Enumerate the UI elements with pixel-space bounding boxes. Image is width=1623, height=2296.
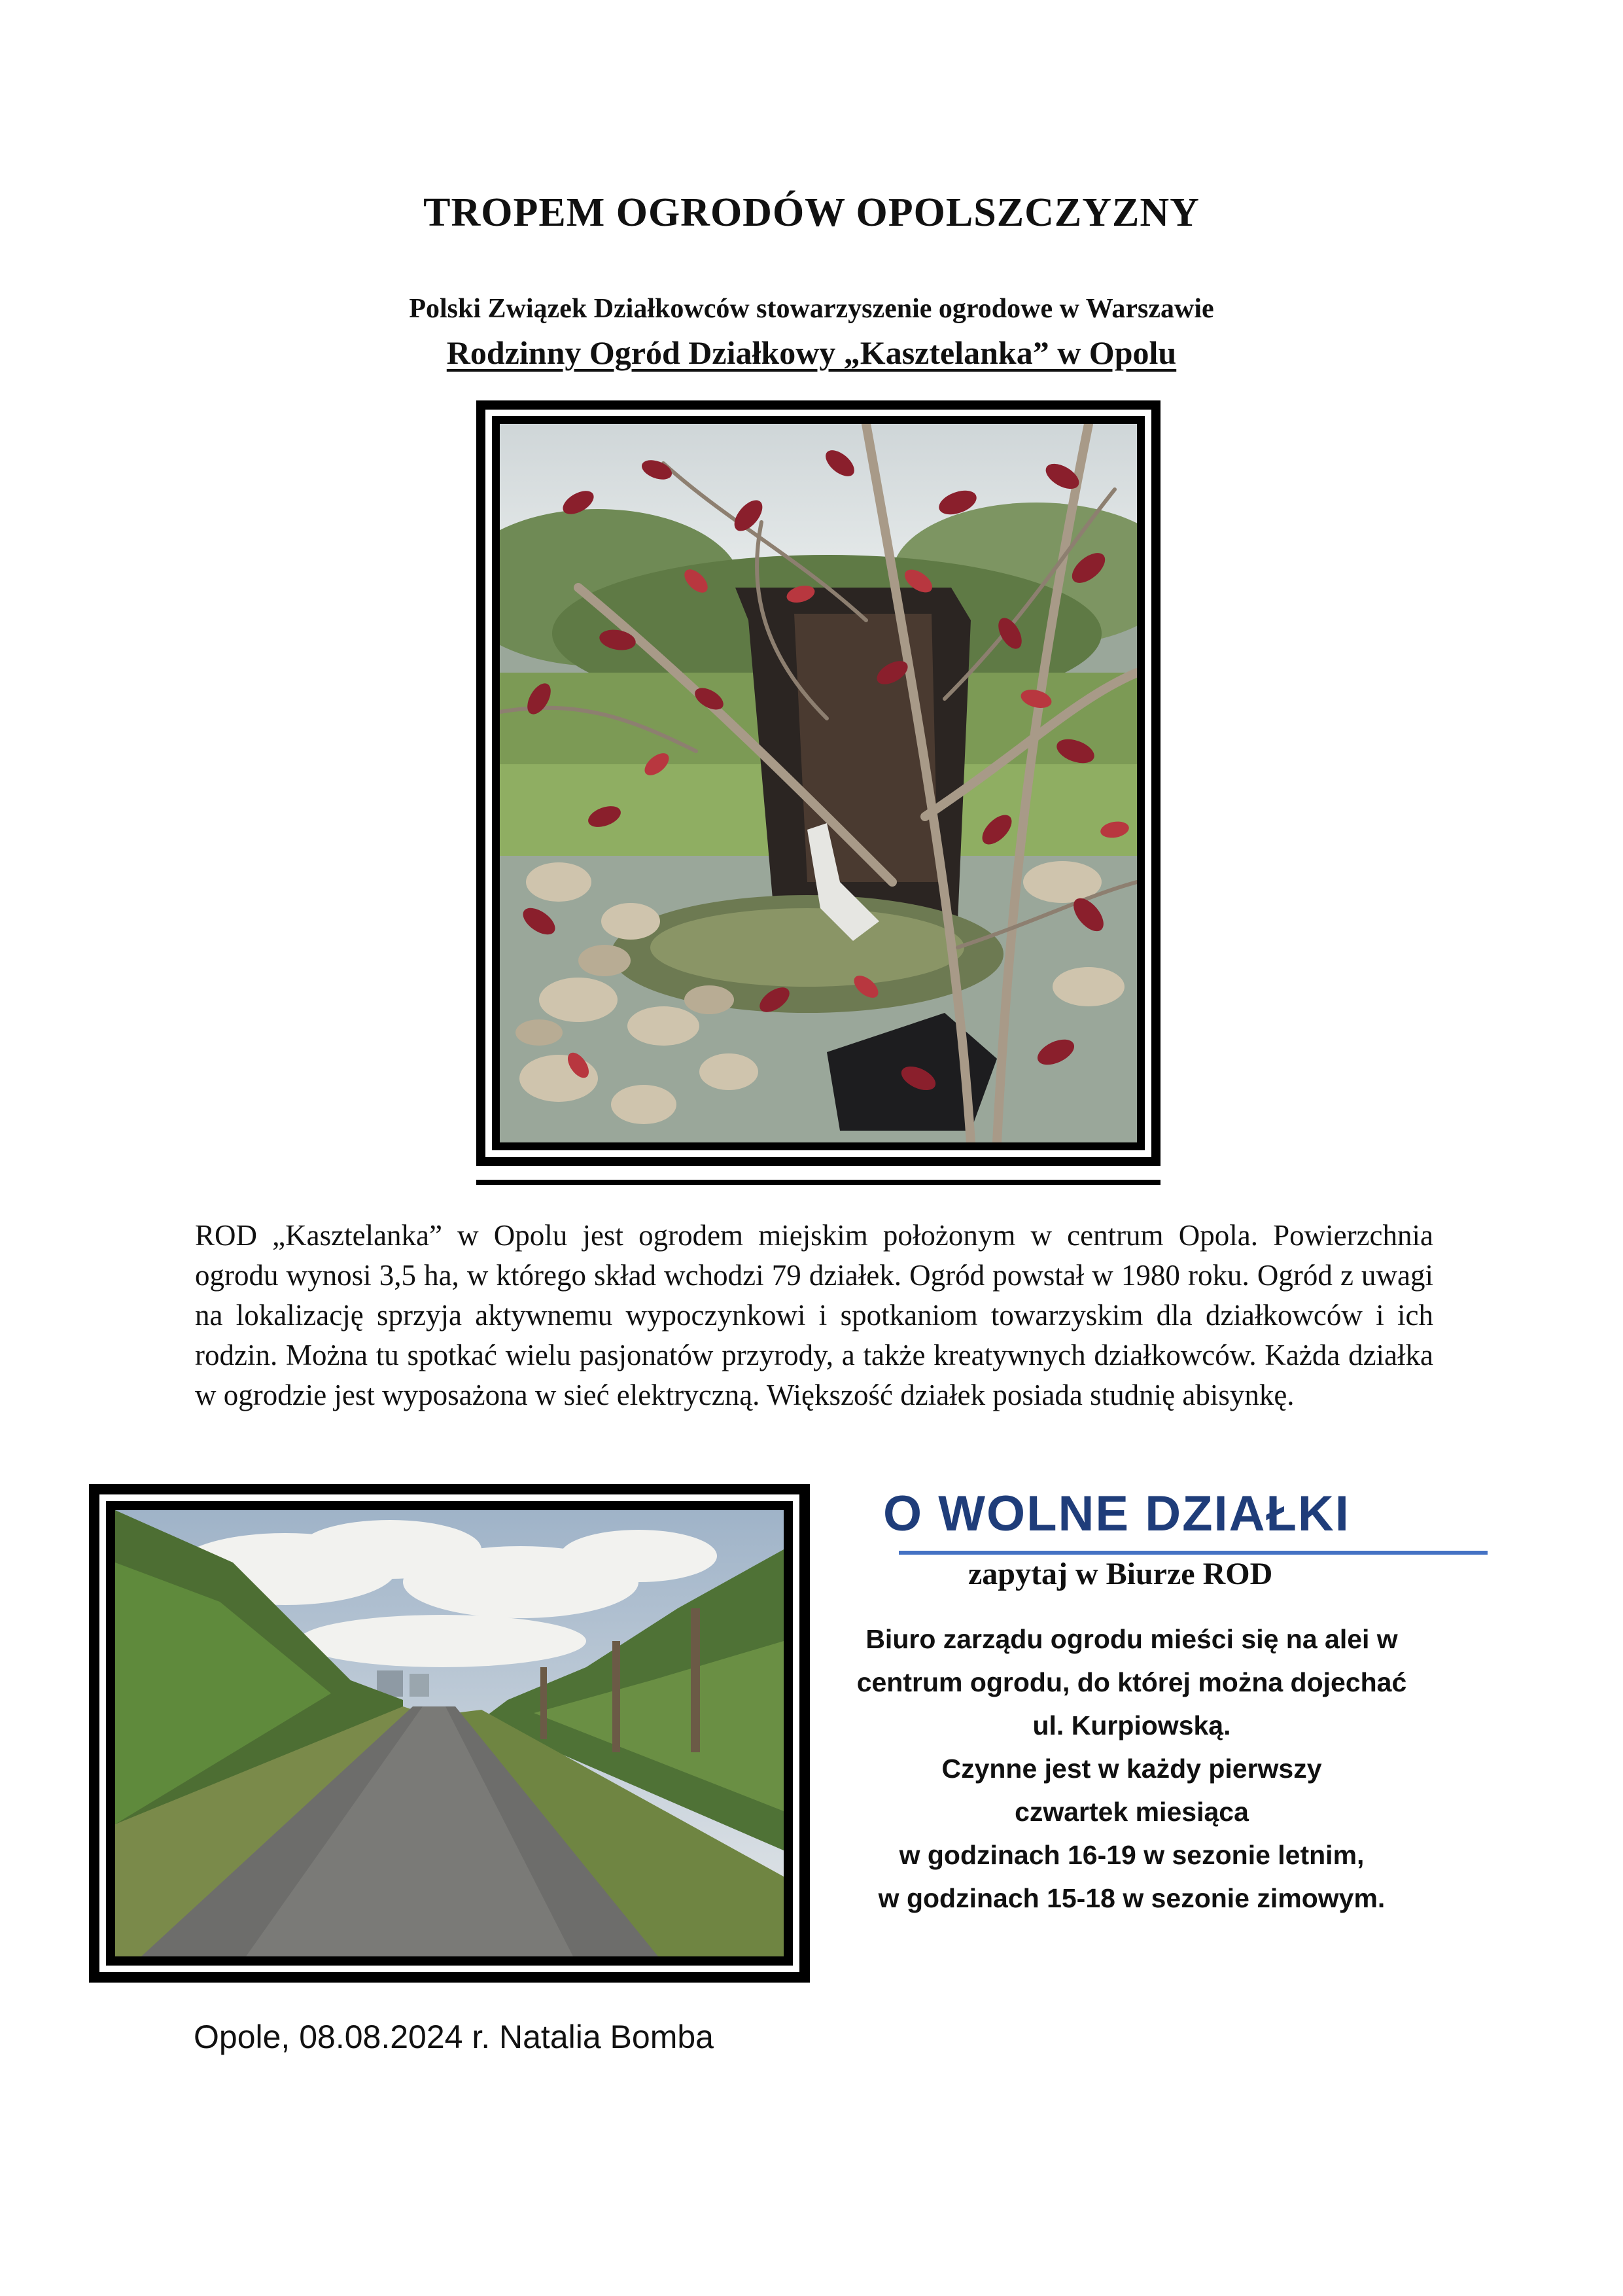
free-plots-heading: O WOLNE DZIAŁKI	[883, 1486, 1350, 1542]
office-info-line: centrum ogrodu, do której można dojechać	[856, 1667, 1407, 1697]
description-text: ROD „Kasztelanka” w Opolu jest ogrodem miejskim położonym w centrum Opola. Powierzchnia ogrodu wynosi 3,5 ha, w którego skład wchodzi 79 działek. Ogród powstał w 1980 roku. Ogród z uwagi na lokalizację sprzyja aktywnemu wypoczynkowi i spotkaniom towarzyskim dla działkowców i ich rodzin. Można tu spotkać wielu pasjonatów przyrody, a także kreatywnych działkowców. Każda działka w ogrodzie jest wyposażona w sieć elektryczną. Większość działek posiada studnię abisynkę.	[195, 1219, 1433, 1411]
office-info-line: Biuro zarządu ogrodu mieści się na alei w	[865, 1624, 1398, 1654]
garden-description	[195, 1216, 1433, 1415]
garden-pond-photo	[500, 424, 1137, 1142]
organization-name: Polski Związek Działkowców stowarzyszenie ogrodowe w Warszawie	[409, 294, 1214, 324]
office-info-line: ul. Kurpiowską.	[1032, 1710, 1231, 1740]
free-plots-ask: zapytaj w Biurze ROD	[968, 1557, 1273, 1591]
office-info-line: czwartek miesiąca	[1015, 1797, 1249, 1827]
garden-path-photo	[115, 1510, 784, 1956]
photo-divider	[476, 1180, 1161, 1185]
bottom-photo-frame	[89, 1484, 810, 1983]
page-title: TROPEM OGRODÓW OPOLSZCZYZNY	[423, 190, 1200, 235]
signature-line: Opole, 08.08.2024 r. Natalia Bomba	[194, 2019, 714, 2055]
office-info-line: w godzinach 15-18 w sezonie zimowym.	[878, 1883, 1386, 1913]
office-info-line: Czynne jest w każdy pierwszy	[941, 1754, 1322, 1784]
heading-rule	[899, 1551, 1488, 1555]
office-info	[805, 1617, 1459, 1920]
office-info-line: w godzinach 16-19 w sezonie letnim,	[899, 1840, 1365, 1870]
top-photo-frame	[476, 400, 1161, 1166]
garden-name: Rodzinny Ogród Działkowy „Kasztelanka” w Opolu	[446, 334, 1177, 371]
